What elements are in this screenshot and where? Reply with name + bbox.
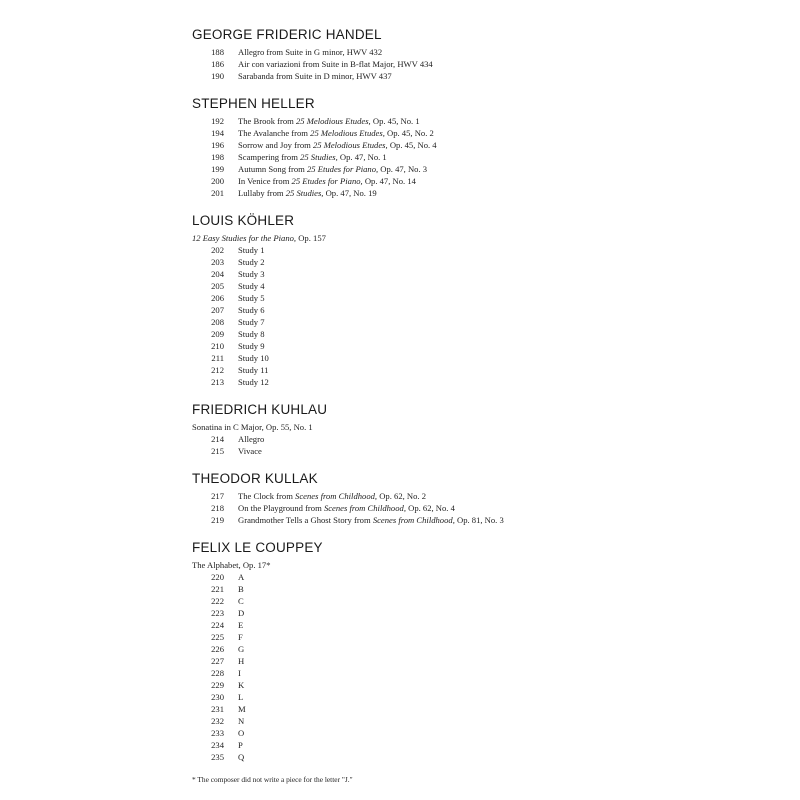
piece-name: Grandmother Tells a Ghost Story from (238, 515, 373, 525)
opus-number: Op. 47, No. 1 (337, 152, 387, 162)
toc-entry[interactable] (192, 340, 752, 352)
piece-name: In Venice from (238, 176, 292, 186)
page-number: 205 (211, 281, 224, 291)
piece-title (238, 751, 752, 763)
toc-entry[interactable] (192, 490, 752, 502)
piece-title (238, 280, 752, 292)
toc-entry[interactable] (192, 70, 752, 82)
piece-name: Study 5 (238, 293, 265, 303)
composer-heading: FRIEDRICH KUHLAU (192, 402, 328, 417)
page-number: 232 (211, 716, 224, 726)
piece-name: M (238, 704, 246, 714)
toc-entry[interactable] (192, 433, 752, 445)
piece-title (238, 691, 752, 703)
piece-name: Allegro (238, 434, 265, 444)
toc-entry[interactable] (192, 619, 752, 631)
composer-section-louis-kohler (192, 210, 752, 388)
piece-title (238, 607, 752, 619)
piece-title (238, 727, 752, 739)
piece-title (238, 490, 752, 502)
page-number: 234 (211, 740, 224, 750)
piece-title (238, 304, 752, 316)
piece-name: O (238, 728, 245, 738)
toc-entry[interactable] (192, 151, 752, 163)
piece-name: E (238, 620, 244, 630)
source-work-title: Scenes from Childhood, (372, 515, 455, 525)
composer-heading: LOUIS KÖHLER (192, 213, 295, 228)
piece-title (238, 187, 752, 199)
piece-title (238, 514, 752, 526)
page-number: 226 (211, 644, 224, 654)
opus-number: Op. 45, No. 1 (370, 116, 420, 126)
collection-work-title: 12 Easy Studies for the Piano, (192, 233, 297, 243)
piece-name: P (238, 740, 243, 750)
piece-title (238, 502, 752, 514)
piece-name: The Clock from (238, 491, 296, 501)
piece-title (238, 679, 752, 691)
piece-name: L (238, 692, 244, 702)
page-number: 204 (211, 269, 224, 279)
toc-entry[interactable] (192, 58, 752, 70)
piece-name: Sarabanda from Suite in D minor, HWV 437 (238, 71, 392, 81)
page-number: 229 (211, 680, 224, 690)
page-number: 220 (211, 572, 224, 582)
page-number: 198 (211, 152, 224, 162)
source-work-title: 25 Studies, (285, 188, 324, 198)
page-number: 217 (211, 491, 224, 501)
collection-opus: Sonatina in C Major, Op. 55, No. 1 (192, 422, 313, 432)
piece-title (238, 643, 752, 655)
page-number: 206 (211, 293, 224, 303)
piece-title (238, 46, 752, 58)
page-number: 223 (211, 608, 224, 618)
piece-title (238, 433, 752, 445)
toc-entry[interactable] (192, 727, 752, 739)
composer-heading: THEODOR KULLAK (192, 471, 318, 486)
toc-entry[interactable] (192, 502, 752, 514)
toc-entry[interactable] (192, 268, 752, 280)
piece-title (238, 58, 752, 70)
piece-name: Air con variazioni from Suite in B-flat Major, HWV 434 (238, 59, 433, 69)
piece-name: Study 1 (238, 245, 265, 255)
piece-title (238, 292, 752, 304)
piece-title (238, 715, 752, 727)
page-number: 219 (211, 515, 224, 525)
toc-entry[interactable] (192, 583, 752, 595)
piece-title (238, 175, 752, 187)
piece-title (238, 328, 752, 340)
toc-entry[interactable] (192, 139, 752, 151)
toc-entry[interactable] (192, 679, 752, 691)
piece-title (238, 364, 752, 376)
piece-title (238, 268, 752, 280)
source-work-title: 25 Melodious Etudes, (312, 140, 388, 150)
composer-section-stephen-heller (192, 93, 752, 199)
piece-title (238, 631, 752, 643)
piece-title (238, 667, 752, 679)
page-number: 190 (211, 71, 224, 81)
piece-name: Study 8 (238, 329, 265, 339)
piece-title (238, 151, 752, 163)
piece-name: Vivace (238, 446, 262, 456)
piece-title (238, 316, 752, 328)
piece-title (238, 703, 752, 715)
page-number: 218 (211, 503, 224, 513)
piece-title (238, 583, 752, 595)
piece-name: B (238, 584, 244, 594)
composer-section-george-frideric-handel (192, 24, 752, 82)
source-work-title: 25 Etudes for Piano, (291, 176, 363, 186)
page-number: 194 (211, 128, 224, 138)
page-number: 210 (211, 341, 224, 351)
composer-section-theodor-kullak (192, 468, 752, 526)
page-number: 228 (211, 668, 224, 678)
piece-name: Study 2 (238, 257, 265, 267)
piece-name: N (238, 716, 245, 726)
composer-section-felix-le-couppey (192, 537, 752, 763)
toc-entry[interactable] (192, 316, 752, 328)
collection-subtitle (192, 232, 752, 244)
toc-entry[interactable] (192, 352, 752, 364)
piece-name: C (238, 596, 244, 606)
piece-title (238, 376, 752, 388)
opus-number: Op. 62, No. 4 (405, 503, 455, 513)
piece-name: The Avalanche from (238, 128, 311, 138)
piece-name: Allegro from Suite in G minor, HWV 432 (238, 47, 383, 57)
toc-entry[interactable] (192, 376, 752, 388)
page-number: 230 (211, 692, 224, 702)
page-number: 235 (211, 752, 224, 762)
toc-entry[interactable] (192, 571, 752, 583)
piece-name: I (238, 668, 241, 678)
toc-entry[interactable] (192, 46, 752, 58)
page-number: 224 (211, 620, 224, 630)
piece-name: Study 11 (238, 365, 269, 375)
piece-name: Study 3 (238, 269, 265, 279)
composer-heading: STEPHEN HELLER (192, 96, 315, 111)
source-work-title: 25 Melodious Etudes, (296, 116, 371, 126)
page-number: 225 (211, 632, 224, 642)
toc-entry[interactable] (192, 643, 752, 655)
page-number: 203 (211, 257, 224, 267)
page-number: 221 (211, 584, 224, 594)
piece-title (238, 70, 752, 82)
piece-name: A (238, 572, 245, 582)
piece-name: On the Playground from (238, 503, 324, 513)
piece-name: Study 4 (238, 281, 265, 291)
piece-title (238, 139, 752, 151)
toc-entry[interactable] (192, 328, 752, 340)
page-number: 212 (211, 365, 224, 375)
opus-number: Op. 81, No. 3 (454, 515, 504, 525)
toc-entry[interactable] (192, 445, 752, 457)
page-number: 214 (211, 434, 224, 444)
toc-entry[interactable] (192, 595, 752, 607)
page-number: 213 (211, 377, 224, 387)
toc-entry[interactable] (192, 691, 752, 703)
toc-entry[interactable] (192, 292, 752, 304)
page-number: 188 (211, 47, 224, 57)
piece-name: H (238, 656, 245, 666)
toc-entry[interactable] (192, 256, 752, 268)
opus-number: Op. 47, No. 19 (323, 188, 377, 198)
page-number: 200 (211, 176, 224, 186)
opus-number: Op. 47, No. 14 (362, 176, 416, 186)
page-number: 196 (211, 140, 224, 150)
piece-title (238, 655, 752, 667)
piece-name: Study 6 (238, 305, 265, 315)
page-number: 233 (211, 728, 224, 738)
opus-number: Op. 45, No. 2 (384, 128, 434, 138)
piece-title (238, 244, 752, 256)
page-number: 231 (211, 704, 224, 714)
piece-title (238, 445, 752, 457)
piece-title (238, 163, 752, 175)
piece-name: Scampering from (238, 152, 301, 162)
collection-subtitle (192, 559, 752, 571)
piece-name: K (238, 680, 245, 690)
toc-entry[interactable] (192, 667, 752, 679)
piece-name: D (238, 608, 245, 618)
page-number: 192 (211, 116, 224, 126)
source-work-title: Scenes from Childhood, (323, 503, 406, 513)
piece-name: Sorrow and Joy from (238, 140, 313, 150)
collection-opus: Op. 157 (296, 233, 326, 243)
toc-entry[interactable] (192, 175, 752, 187)
piece-name: F (238, 632, 243, 642)
page-number: 209 (211, 329, 224, 339)
piece-title (238, 115, 752, 127)
toc-entry[interactable] (192, 115, 752, 127)
piece-title (238, 739, 752, 751)
piece-title (238, 256, 752, 268)
toc-entry[interactable] (192, 364, 752, 376)
footnote: * The composer did not write a piece for the letter "J." (192, 775, 353, 784)
piece-name: G (238, 644, 245, 654)
toc-entry[interactable] (192, 127, 752, 139)
toc-entry[interactable] (192, 514, 752, 526)
toc-entry[interactable] (192, 751, 752, 763)
toc-entry[interactable] (192, 631, 752, 643)
page-number: 215 (211, 446, 224, 456)
piece-name: Autumn Song from (238, 164, 307, 174)
table-of-contents (192, 24, 752, 786)
source-work-title: 25 Melodious Etudes, (310, 128, 385, 138)
piece-title (238, 619, 752, 631)
page-number: 222 (211, 596, 224, 606)
piece-name: Study 10 (238, 353, 269, 363)
collection-subtitle (192, 421, 752, 433)
page-number: 227 (211, 656, 224, 666)
composer-section-friedrich-kuhlau (192, 399, 752, 457)
toc-entry[interactable] (192, 607, 752, 619)
page-number: 201 (211, 188, 224, 198)
composer-heading: GEORGE FRIDERIC HANDEL (192, 27, 382, 42)
piece-name: Study 7 (238, 317, 265, 327)
page-number: 208 (211, 317, 224, 327)
page-number: 202 (211, 245, 224, 255)
page-number: 211 (211, 353, 224, 363)
opus-number: Op. 45, No. 4 (387, 140, 437, 150)
piece-title (238, 127, 752, 139)
source-work-title: Scenes from Childhood, (295, 491, 378, 501)
toc-entry[interactable] (192, 703, 752, 715)
source-work-title: 25 Etudes for Piano, (307, 164, 379, 174)
opus-number: Op. 47, No. 3 (378, 164, 428, 174)
toc-entry[interactable] (192, 163, 752, 175)
piece-name: The Brook from (238, 116, 296, 126)
composer-heading: FELIX LE COUPPEY (192, 540, 323, 555)
page-number: 199 (211, 164, 224, 174)
page-number: 207 (211, 305, 224, 315)
piece-title (238, 340, 752, 352)
toc-entry[interactable] (192, 715, 752, 727)
toc-entry[interactable] (192, 187, 752, 199)
source-work-title: 25 Studies, (300, 152, 338, 162)
toc-entry[interactable] (192, 304, 752, 316)
toc-entry[interactable] (192, 244, 752, 256)
toc-entry[interactable] (192, 280, 752, 292)
piece-title (238, 352, 752, 364)
collection-opus: The Alphabet, Op. 17* (192, 560, 271, 570)
piece-name: Study 12 (238, 377, 269, 387)
piece-title (238, 595, 752, 607)
opus-number: Op. 62, No. 2 (377, 491, 427, 501)
piece-title (238, 571, 752, 583)
piece-name: Lullaby from (238, 188, 286, 198)
page-number: 186 (211, 59, 224, 69)
piece-name: Study 9 (238, 341, 265, 351)
piece-name: Q (238, 752, 245, 762)
toc-entry[interactable] (192, 655, 752, 667)
toc-entry[interactable] (192, 739, 752, 751)
